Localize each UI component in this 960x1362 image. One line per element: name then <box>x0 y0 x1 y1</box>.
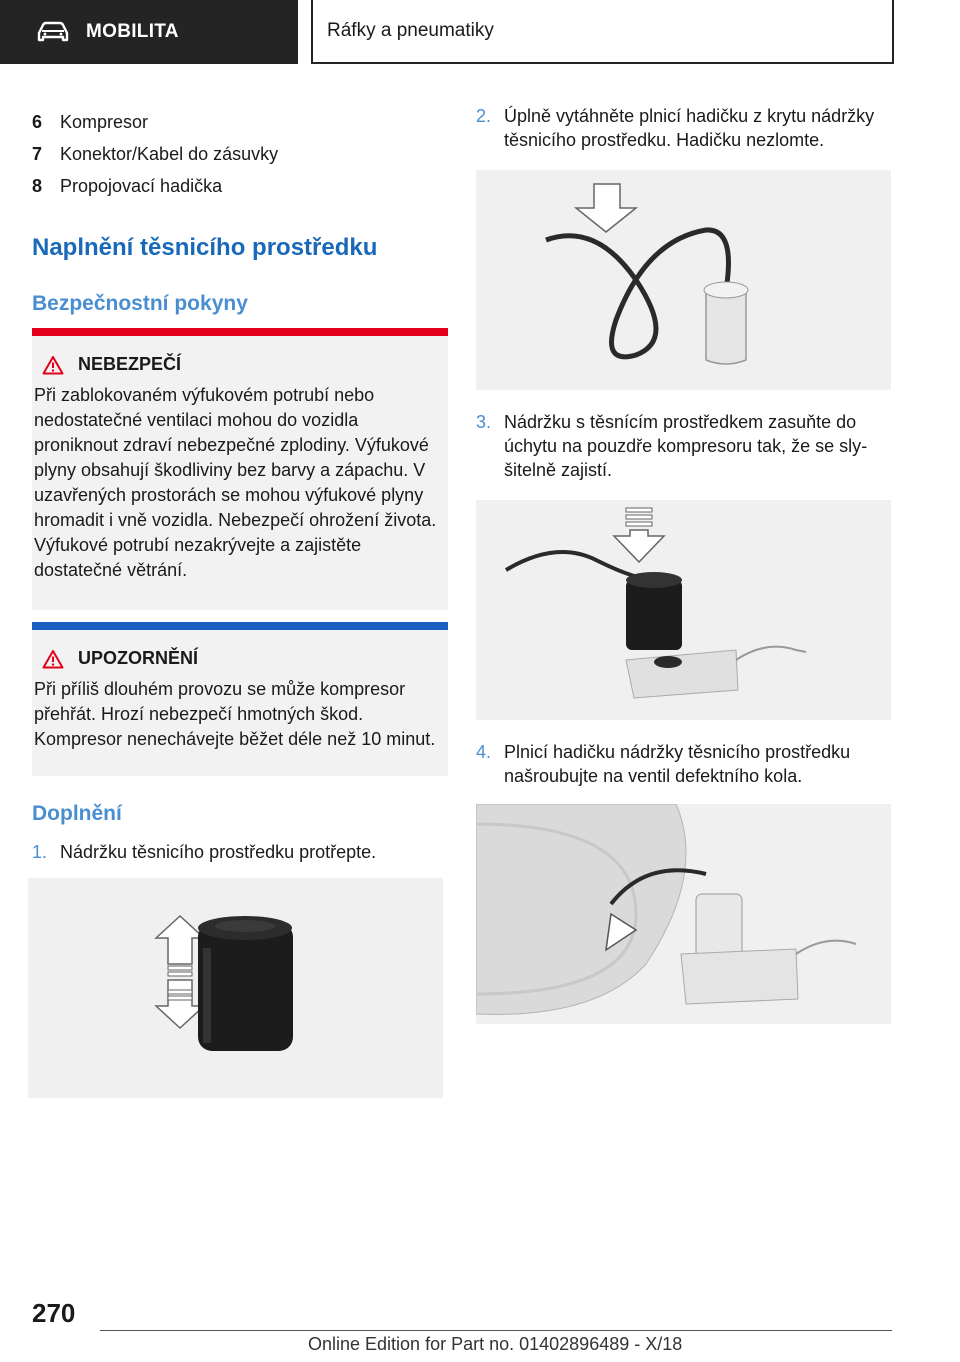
danger-bar <box>32 328 448 336</box>
connect-valve-illustration <box>476 804 891 1024</box>
header-chapter-tab <box>311 0 894 64</box>
car-icon <box>36 21 70 43</box>
caution-bar <box>32 622 448 630</box>
step-item <box>476 740 892 788</box>
shake-bottle-illustration <box>28 878 443 1098</box>
shake-bottle-drawing <box>28 878 443 1098</box>
step-item <box>476 410 892 482</box>
caution-title-row <box>42 648 448 669</box>
step-text: Plnicí hadičku nádržky těsnicího prostředku našroubujte na ventil defektního kola. <box>504 742 851 786</box>
pull-hose-drawing <box>476 170 891 390</box>
warning-triangle-icon <box>42 649 64 669</box>
legend-number: 7 <box>32 144 43 164</box>
subheading-safety: Bezpečnostní pokyny <box>32 292 248 315</box>
step-number: 4. <box>476 742 492 762</box>
section-heading: Naplnění těsnicího prostředku <box>32 234 378 261</box>
legend-item <box>32 176 222 197</box>
caution-text: Při příliš dlouhém provozu se může kompresor přehřát. Hrozí nebezpečí hmotných škod. Kompresor nenechávejte běžet déle než 10 minut. <box>34 679 436 749</box>
step-number: 1. <box>32 842 48 862</box>
footer-divider <box>100 1330 892 1331</box>
section-title: MOBILITA <box>86 21 179 42</box>
step-number: 2. <box>476 106 492 126</box>
warning-triangle-icon <box>42 355 64 375</box>
step-text: Nádržku s těsnícím prostředkem zasuňte do úchytu na pouzdře kompresoru tak, že se slyšitelně zajistí. <box>504 412 868 480</box>
step-item <box>476 104 892 152</box>
legend-label: Konektor/Kabel do zásuvky <box>60 144 279 164</box>
legend-number: 6 <box>32 112 43 132</box>
step-text: Úplně vytáhněte plnicí hadičku z krytu nádržky těsnicího prostředku. Hadičku nezlomte. <box>504 106 875 150</box>
subheading-fill: Doplnění <box>32 802 122 825</box>
caution-box <box>32 622 448 776</box>
insert-container-drawing <box>476 500 891 720</box>
legend-label: Propojovací hadička <box>60 176 223 196</box>
step-text: Nádržku těsnicího prostředku protřepte. <box>60 842 377 862</box>
legend-number: 8 <box>32 176 43 196</box>
danger-box <box>32 328 448 610</box>
legend-label: Kompresor <box>60 112 149 132</box>
footer-edition-text: Online Edition for Part no. 01402896489 - X/18 <box>308 1334 683 1354</box>
insert-container-illustration <box>476 500 891 720</box>
legend-item <box>32 112 148 133</box>
danger-title: NEBEZPEČÍ <box>78 354 182 374</box>
legend-item <box>32 144 278 165</box>
danger-title-row <box>42 354 448 375</box>
step-number: 3. <box>476 412 492 432</box>
connect-valve-drawing <box>476 804 891 1024</box>
header-section-tab <box>0 0 298 64</box>
page-number: 270 <box>32 1298 76 1328</box>
chapter-title: Ráfky a pneumatiky <box>327 20 494 41</box>
pull-hose-illustration <box>476 170 891 390</box>
step-item <box>32 840 448 864</box>
danger-text: Při zablokovaném výfukovém potrubí nebo nedostatečné ventilaci mohou do vozidla proniknout zdraví nebezpečné zplodiny. Výfukové plyny obsahují škodliviny bez barvy a zápachu. V uzavřených prostorách se mohou výfukové plyny hromadit i vně vozidla. Nebezpečí ohrožení života. Výfukové potrubí nezakrývejte a zajistěte dostatečné větrání. <box>34 385 437 580</box>
caution-title: UPOZORNĚNÍ <box>78 648 199 668</box>
